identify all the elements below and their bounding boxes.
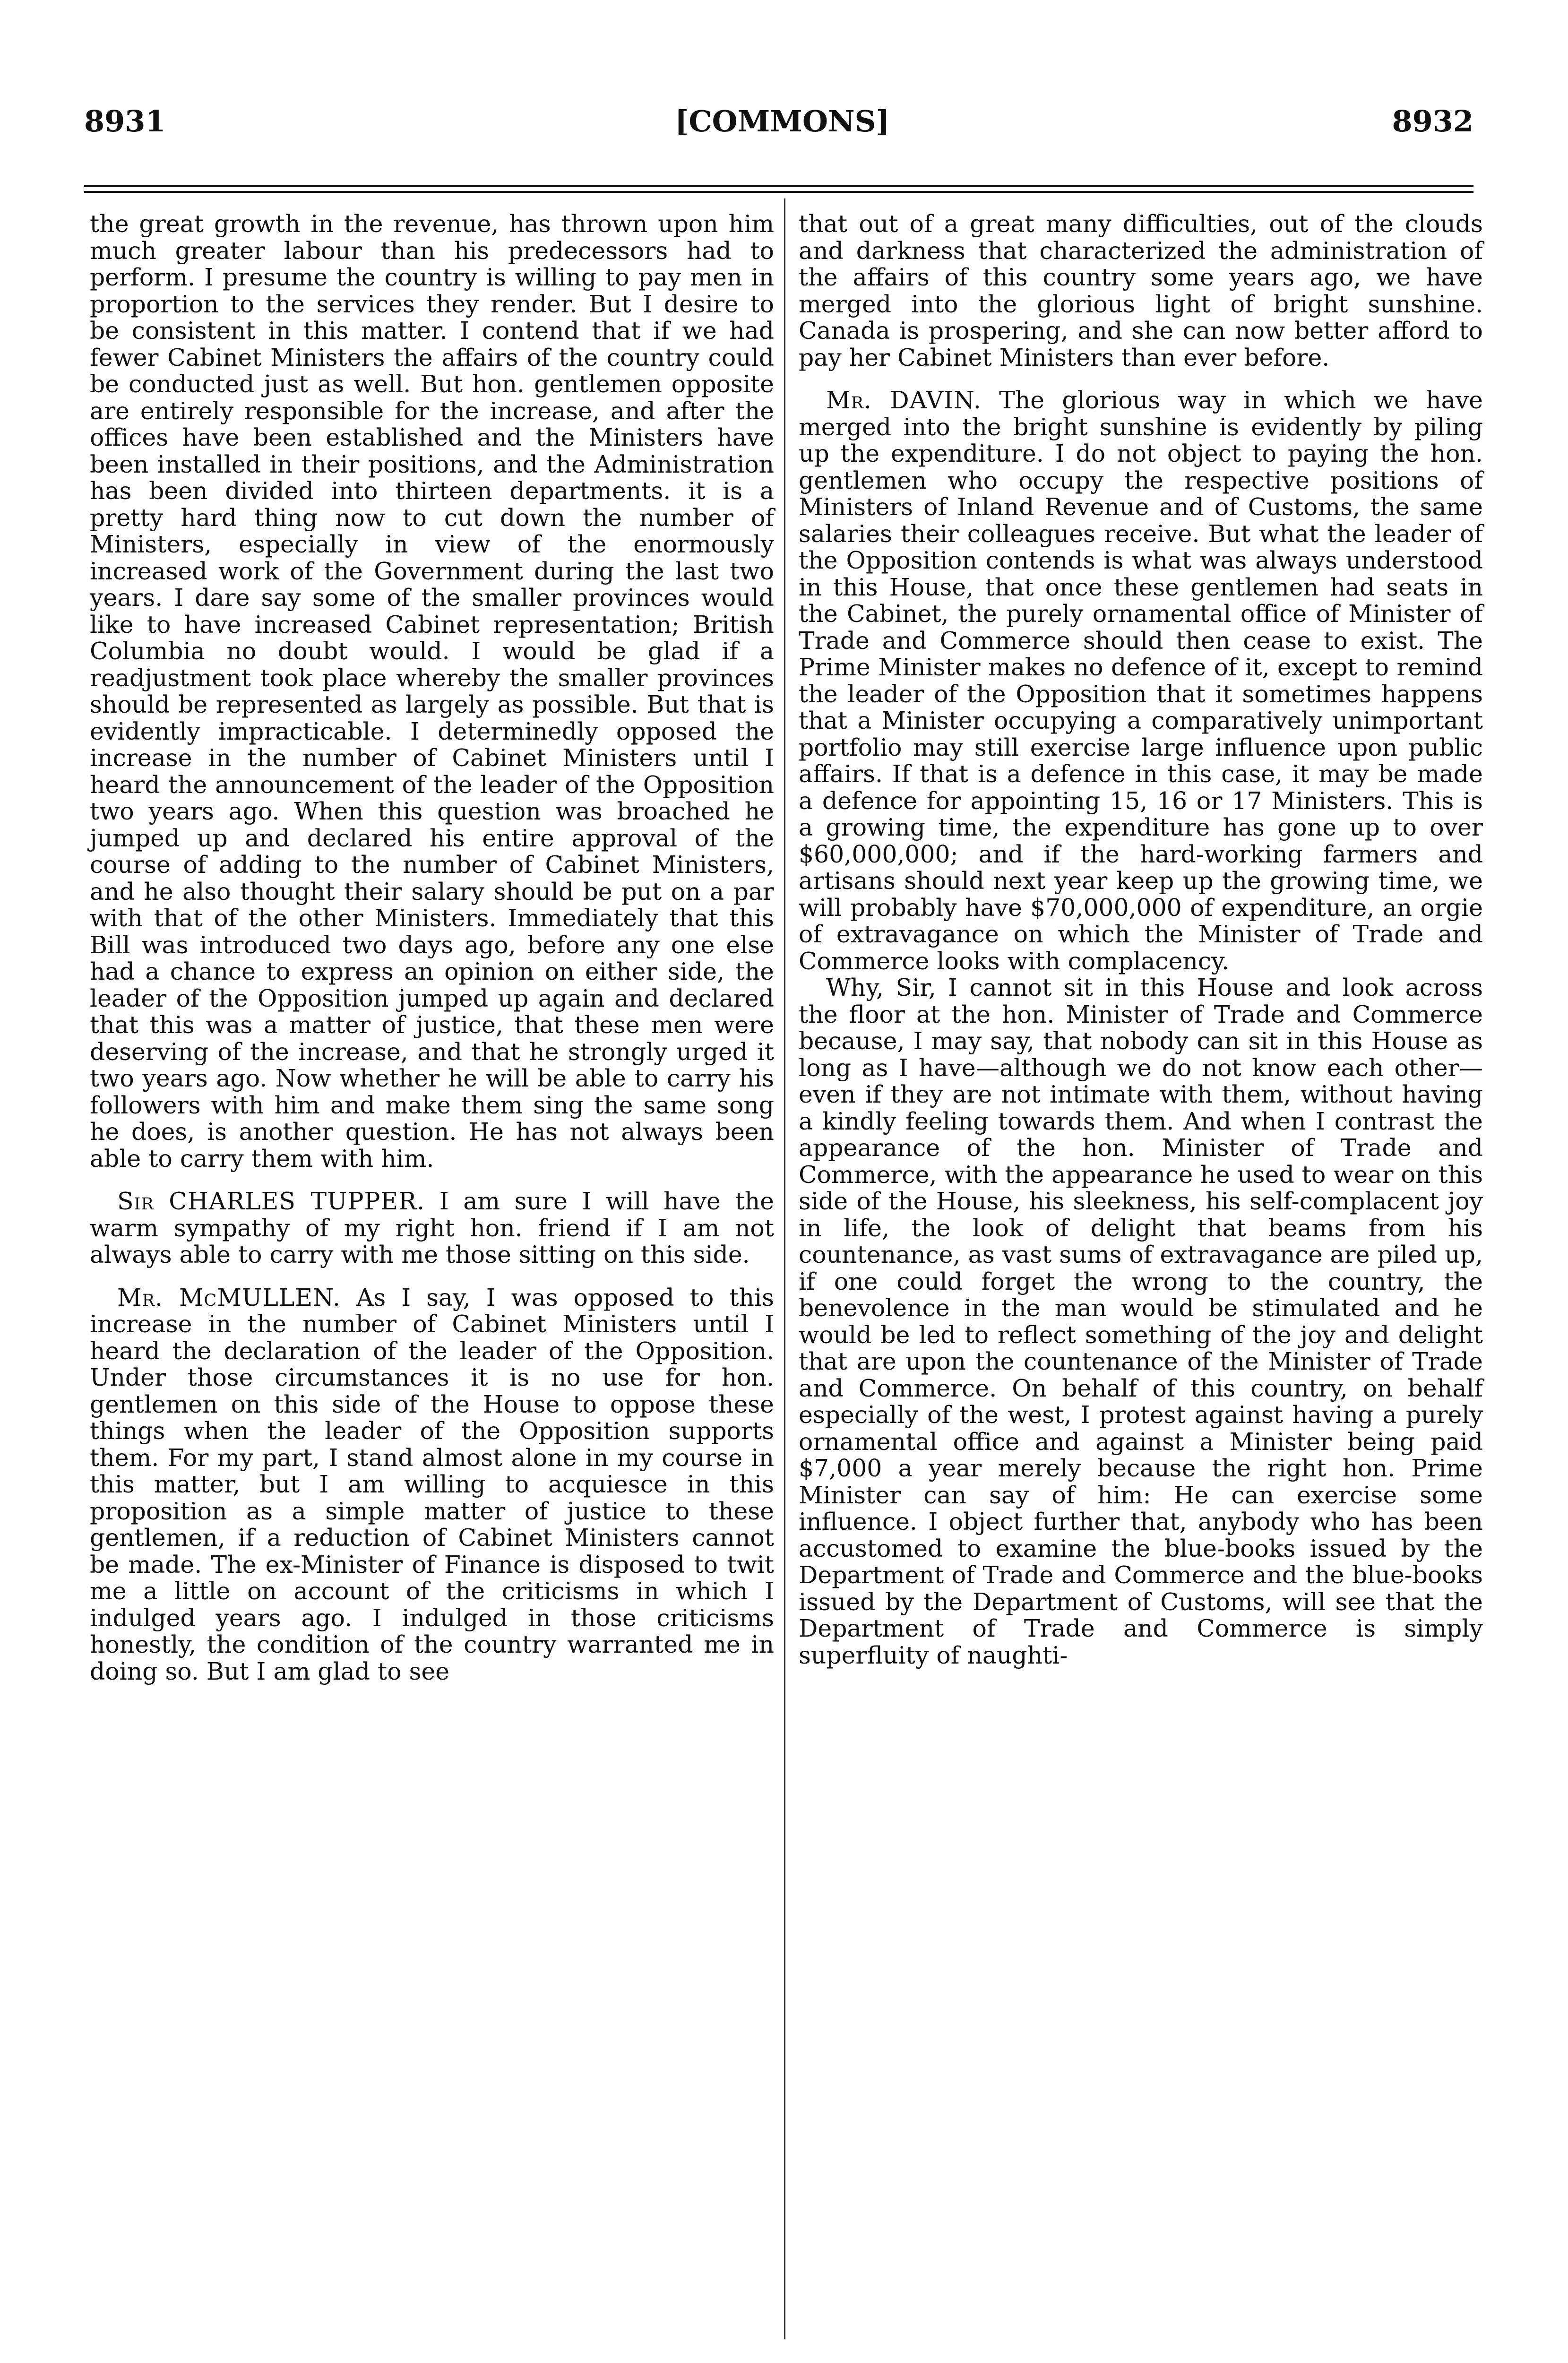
- speaker-name: Mr. DAVIN.: [826, 386, 982, 414]
- page-number-right: 8932: [1392, 104, 1473, 138]
- page-header: [84, 85, 1473, 142]
- header-rule-bottom: [84, 191, 1473, 193]
- right-paragraph-3: Why, Sir, I cannot sit in this House and look across the floor at the hon. Minister of Trade and Commerce because, I may say, that nobody can sit in this House as long as I have—although we do not know each other—even if they are not intimate with them, without having a kindly feeling towards them. And when I contrast the appearance of the hon. Minister of Trade and Commerce, with the appearance he used to wear on this side of the House, his sleekness, his self-complacent joy in life, the look of delight that beams from his countenance, as vast sums of extravagance are piled up, if one could forget the wrong to the country, the benevolence in the man would be stimulated and he would be led to reflect something of the joy and delight that are upon the countenance of the Minister of Trade and Commerce. On behalf of this country, on behalf especially of the west, I protest against having a purely ornamental office and against a Minister being paid $7,000 a year merely because the right hon. Prime Minister can say of him: He can exercise some influence. I object further that, anybody who has been accustomed to examine the blue-books issued by the Department of Trade and Commerce and the blue-books issued by the Department of Customs, will see that the Department of Trade and Commerce is simply superfluity of naughti-: [799, 974, 1483, 1669]
- speech-text: The glorious way in which we have merged into the bright sunshine is evidently by piling up the expenditure. I do not object to paying the hon. gentlemen who occupy the respective positions of Ministers of Inland Revenue and of Customs, the same salaries their colleagues receive. But what the leader of the Opposition contends is what was always understood in this House, that once these gentlemen had seats in the Cabinet, the purely ornamental office of Minister of Trade and Commerce should then cease to exist. The Prime Minister makes no defence of it, except to remind the leader of the Opposition that it sometimes happens that a Minister occupying a comparatively unimportant portfolio may still exercise large influence upon public affairs. If that is a defence in this case, it may be made a defence for appointing 15, 16 or 17 Ministers. This is a growing time, the expenditure has gone up to over $60,000,000; and if the hard-working farmers and artisans should next year keep up the growing time, we will probably have $70,000,000 of expenditure, an orgie of extravagance on which the Minister of Trade and Commerce looks with complacency.: [799, 386, 1483, 975]
- right-paragraph-1: that out of a great many difficulties, out of the clouds and darkness that characterized the administration of the affairs of this country some years ago, we have merged into the glorious light of bright sunshine. Canada is prospering, and she can now better afford to pay her Cabinet Ministers than ever before.: [799, 210, 1483, 371]
- page-number-left: 8931: [84, 104, 166, 138]
- right-paragraph-2: [799, 387, 1483, 975]
- speech-text: As I say, I was opposed to this increase in the number of Cabinet Ministers until I heard the declaration of the leader of the Opposition. Under those circumstances it is no use for hon. gentlemen on this side of the House to oppose these things when the leader of the Opposition supports them. For my part, I stand almost alone in my course in this matter, but I am willing to acquiesce in this proposition as a simple matter of justice to these gentlemen, if a reduction of Cabinet Ministers cannot be made. The ex-Minister of Finance is disposed to twit me a little on account of the criticisms in which I indulged years ago. I indulged in those criticisms honestly, the condition of the country warranted me in doing so. But I am glad to see: [90, 1283, 774, 1685]
- left-column: [90, 211, 774, 1685]
- right-column: [799, 211, 1483, 1669]
- speech-text: I am sure I will have the warm sympathy of my right hon. friend if I am not always able to carry with me those sitting on this side.: [90, 1187, 774, 1268]
- left-paragraph-2: [90, 1188, 774, 1268]
- header-rule-top: [84, 185, 1473, 187]
- left-paragraph-1: the great growth in the revenue, has thrown upon him much greater labour than his predecessors had to perform. I presume the country is willing to pay men in proportion to the services they render. But I desire to be consistent in this matter. I contend that if we had fewer Cabinet Ministers the affairs of the country could be conducted just as well. But hon. gentlemen opposite are entirely responsible for the increase, and after the offices have been established and the Ministers have been installed in their positions, and the Administration has been divided into thirteen departments. it is a pretty hard thing now to cut down the number of Ministers, especially in view of the enormously increased work of the Government during the last two years. I dare say some of the smaller provinces would like to have increased Cabinet representation; British Columbia no doubt would. I would be glad if a readjustment took place whereby the smaller provinces should be represented as largely as possible. But that is evidently impracticable. I determinedly opposed the increase in the number of Cabinet Ministers until I heard the announcement of the leader of the Opposition two years ago. When this question was broached he jumped up and declared his entire approval of the course of adding to the number of Cabinet Ministers, and he also thought their salary should be put on a par with that of the other Ministers. Immediately that this Bill was introduced two days ago, before any one else had a chance to express an opinion on either side, the leader of the Opposition jumped up again and declared that this was a matter of justice, that these men were deserving of the increase, and that he strongly urged it two years ago. Now whether he will be able to carry his followers with him and make them sing the same song he does, is another question. He has not always been able to carry them with him.: [90, 210, 774, 1173]
- left-paragraph-3: [90, 1285, 774, 1685]
- column-divider: [784, 198, 785, 2339]
- speaker-name: Mr. McMULLEN.: [117, 1283, 341, 1311]
- speaker-name: Sir CHARLES TUPPER.: [117, 1187, 425, 1215]
- page-title: [COMMONS]: [675, 104, 890, 138]
